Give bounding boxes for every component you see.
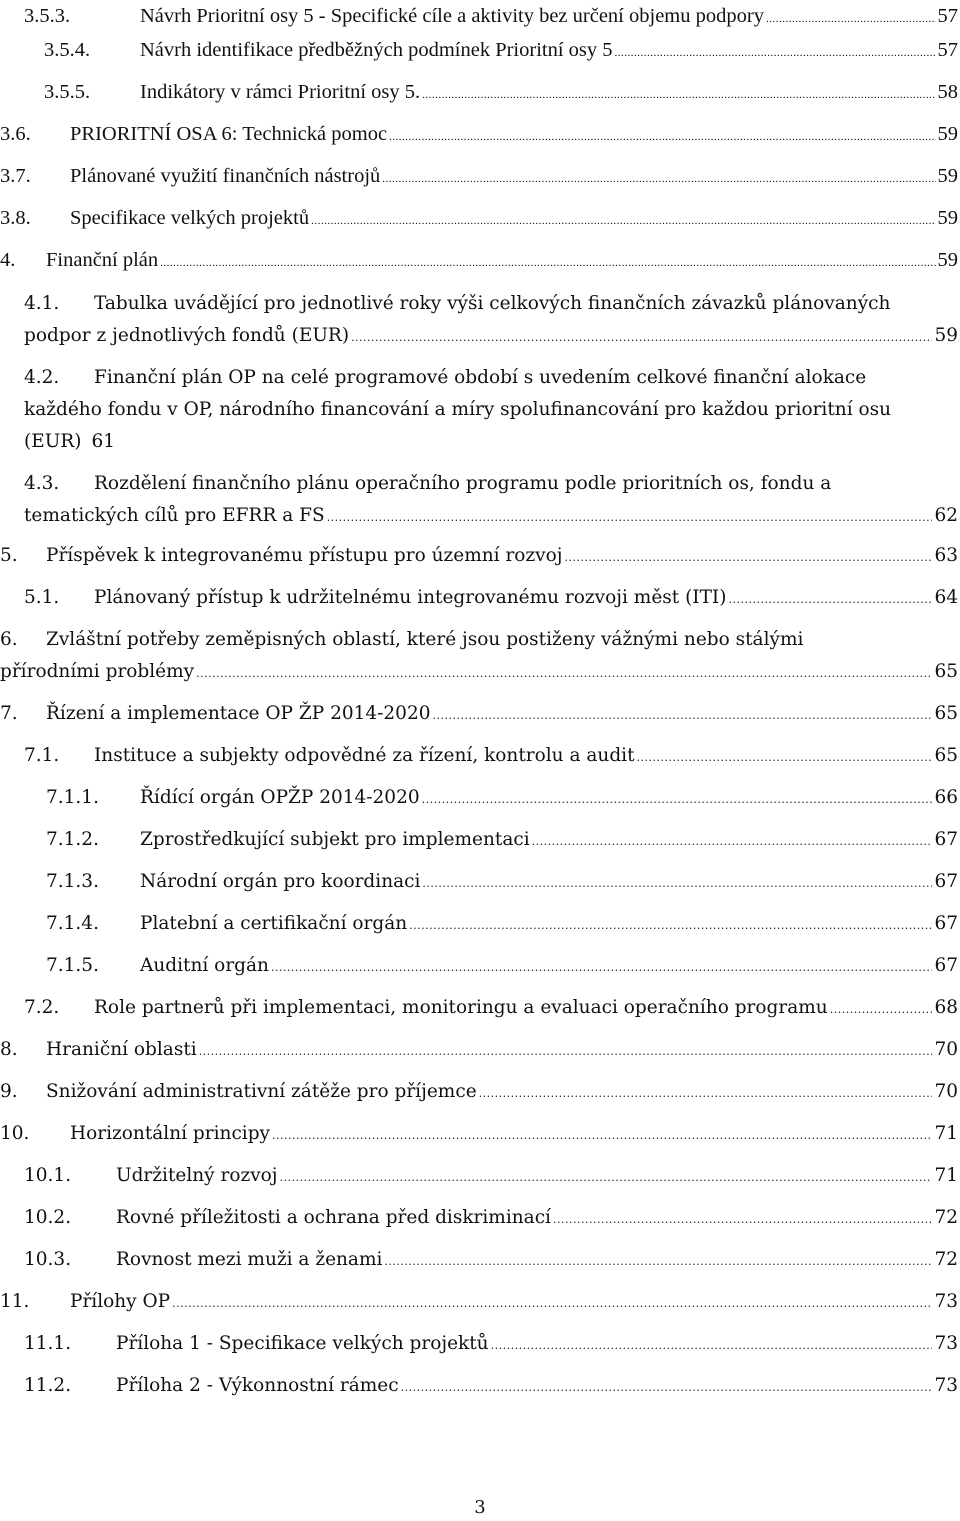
toc-dot-leader	[272, 1120, 932, 1152]
toc-dot-leader	[327, 502, 933, 534]
toc-entry-number: 7.1.5.	[46, 955, 99, 976]
toc-entry-number: 10.2.	[24, 1207, 72, 1228]
page-number: 3	[474, 1497, 486, 1518]
toc-dot-leader	[409, 910, 932, 942]
toc-entry-title: tematických cílů pro EFRR a FS	[24, 505, 325, 526]
toc-entry-page: 73	[934, 1375, 958, 1396]
toc-entry-number: 11.1.	[24, 1333, 72, 1354]
toc-entry-page: 67	[934, 913, 958, 934]
toc-entry-page: 59	[937, 165, 958, 187]
toc-dot-leader	[196, 658, 932, 690]
toc-dot-leader	[384, 1246, 932, 1278]
toc-entry-number: 7.2.	[24, 997, 60, 1018]
toc-entry-line	[0, 288, 958, 320]
toc-entry-number: 4.1.	[24, 293, 60, 314]
toc-entry-title: Národní orgán pro koordinaci	[140, 871, 421, 892]
toc-dot-leader	[422, 868, 932, 900]
toc-entry-page: 72	[934, 1207, 958, 1228]
toc-entry-page: 63	[934, 545, 958, 566]
toc-entry-page: 67	[934, 955, 958, 976]
toc-entry-title: Finanční plán OP na celé programové období s uvedením celkové finanční alokace	[94, 367, 867, 388]
toc-entry-line	[0, 1160, 958, 1192]
toc-entry-title: Příloha 1 - Specifikace velkých projektů	[116, 1333, 489, 1354]
toc-entry-page: 59	[937, 207, 958, 229]
toc-dot-leader	[401, 1372, 933, 1404]
toc-entry-title: Horizontální principy	[70, 1123, 271, 1144]
toc-entry-title: Indikátory v rámci Prioritní osy 5.	[140, 81, 421, 103]
toc-entry-page: 58	[937, 81, 958, 103]
toc-entry-page: 68	[934, 997, 958, 1018]
toc-entry-number: 5.	[0, 545, 18, 566]
toc-entry-line	[0, 1244, 958, 1276]
toc-entry-number: 3.5.5.	[44, 81, 91, 103]
toc-dot-leader	[422, 784, 933, 816]
toc-entry-number: 7.1.2.	[46, 829, 99, 850]
toc-entry-title: Instituce a subjekty odpovědné za řízení, kontrolu a audit	[94, 745, 635, 766]
toc-entry-line	[0, 698, 958, 730]
toc-entry-page: 70	[934, 1039, 958, 1060]
toc-entry-page: 64	[934, 587, 958, 608]
toc-entry-title: Auditní orgán	[140, 955, 269, 976]
toc-entry-title: Řídící orgán OPŽP 2014-2020	[140, 787, 420, 808]
toc-entry-title: Příspěvek k integrovanému přístupu pro územní rozvoj	[46, 545, 563, 566]
toc-entry-number: 4.3.	[24, 473, 60, 494]
toc-entry-title: Rovné příležitosti a ochrana před diskriminací	[116, 1207, 551, 1228]
toc-dot-leader	[271, 952, 933, 984]
toc-entry-line	[0, 740, 958, 772]
toc-entry-number: 11.	[0, 1291, 30, 1312]
toc-entry-title: Platební a certifikační orgán	[140, 913, 408, 934]
toc-entry-title: přírodními problémy	[0, 661, 195, 682]
toc-dot-leader	[422, 79, 935, 111]
toc-entry-line	[0, 160, 958, 192]
toc-dot-leader	[280, 1162, 933, 1194]
toc-dot-leader	[615, 37, 936, 69]
toc-entry-line	[0, 1076, 958, 1108]
toc-entry-number: 4.	[0, 249, 16, 271]
toc-dot-leader	[532, 826, 933, 858]
toc-entry-number: 8.	[0, 1039, 18, 1060]
toc-entry-number: 11.2.	[24, 1375, 72, 1396]
toc-dot-leader	[565, 542, 933, 574]
toc-entry-page: 71	[934, 1123, 958, 1144]
toc-entry-line	[0, 950, 958, 982]
toc-entry-number: 6.	[0, 629, 18, 650]
toc-entry-line	[0, 34, 958, 66]
toc-dot-leader	[432, 700, 932, 732]
toc-entry-title: Návrh Prioritní osy 5 - Specifické cíle a aktivity bez určení objemu podpory	[140, 5, 764, 27]
toc-dot-leader	[830, 994, 933, 1026]
toc-entry-title: Řízení a implementace OP ŽP 2014-2020	[46, 703, 431, 724]
toc-entry-title: podpor z jednotlivých fondů (EUR)	[24, 325, 350, 346]
toc-dot-leader	[389, 121, 935, 153]
toc-entry-number: 3.7.	[0, 165, 31, 187]
toc-entry-title: Plánované využití finančních nástrojů	[70, 165, 381, 187]
toc-entry-title: Zvláštní potřeby zeměpisných oblastí, které jsou postiženy vážnými nebo stálými	[46, 629, 804, 650]
toc-entry-page: 57	[937, 5, 958, 27]
toc-entry-page: 59	[937, 249, 958, 271]
toc-entry-title: Tabulka uvádějící pro jednotlivé roky výši celkových finančních závazků plánovaných	[94, 293, 891, 314]
toc-entry-number: 3.6.	[0, 123, 31, 145]
toc-entry-number: 5.1.	[24, 587, 60, 608]
toc-entry-line	[0, 908, 958, 940]
toc-entry-page: 59	[937, 123, 958, 145]
toc-entry-line	[0, 320, 958, 352]
toc-entry-number: 10.	[0, 1123, 30, 1144]
toc-entry-number: 3.5.4.	[44, 39, 91, 61]
toc-entry-number: 10.1.	[24, 1165, 72, 1186]
toc-entry-title: Specifikace velkých projektů	[70, 207, 310, 229]
toc-entry-page: 70	[934, 1081, 958, 1102]
toc-entry-line	[0, 76, 958, 108]
toc-entry-page: 62	[934, 505, 958, 526]
toc-entry-line	[0, 656, 958, 688]
toc-dot-leader	[382, 163, 935, 195]
toc-entry-line	[0, 866, 958, 898]
toc-entry-number: 9.	[0, 1081, 18, 1102]
toc-entry-line	[0, 1286, 958, 1318]
toc-entry-title: Příloha 2 - Výkonnostní rámec	[116, 1375, 399, 1396]
toc-dot-leader	[637, 742, 933, 774]
toc-entry-title: Role partnerů při implementaci, monitoringu a evaluaci operačního programu	[94, 997, 828, 1018]
toc-entry-line	[0, 244, 958, 276]
toc-entry-title: Hraniční oblasti	[46, 1039, 197, 1060]
toc-entry-line	[0, 202, 958, 234]
toc-dot-leader	[491, 1330, 933, 1362]
toc-entry-number: 3.8.	[0, 207, 31, 229]
toc-entry-page: 57	[937, 39, 958, 61]
toc-entry-title: Návrh identifikace předběžných podmínek Prioritní osy 5	[140, 39, 613, 61]
toc-dot-leader	[199, 1036, 933, 1068]
toc-entry-page: 67	[934, 871, 958, 892]
toc-entry-page: 71	[934, 1165, 958, 1186]
toc-dot-leader	[311, 205, 935, 237]
toc-entry-title: Zprostředkující subjekt pro implementaci	[140, 829, 530, 850]
toc-entry-line	[0, 992, 958, 1024]
toc-entry-line	[0, 1370, 958, 1402]
toc-entry-page: 66	[934, 787, 958, 808]
toc-entry-line	[0, 582, 958, 614]
toc-entry-title: Přílohy OP	[70, 1291, 171, 1312]
toc-entry-title: (EUR)	[24, 431, 82, 452]
toc-entry-title: každého fondu v OP, národního financování a míry spolufinancování pro každou prioritní osu	[24, 399, 892, 420]
toc-entry-number: 7.	[0, 703, 18, 724]
toc-dot-leader	[553, 1204, 932, 1236]
toc-entry-line	[0, 394, 958, 426]
toc-entry-title: Udržitelný rozvoj	[116, 1165, 278, 1186]
toc-entry-line	[0, 782, 958, 814]
toc-entry-page: 59	[934, 325, 958, 346]
toc-dot-leader	[351, 322, 932, 354]
toc-entry-page: 73	[934, 1291, 958, 1312]
toc-dot-leader	[172, 1288, 932, 1320]
toc-entry-line	[0, 500, 958, 532]
toc-entry-page: 65	[934, 703, 958, 724]
toc-entry-page: 65	[934, 745, 958, 766]
toc-entry-number: 7.1.	[24, 745, 60, 766]
toc-entry-line	[0, 468, 958, 500]
toc-entry-number: 7.1.4.	[46, 913, 99, 934]
toc-entry-number: 7.1.1.	[46, 787, 99, 808]
toc-entry-line	[0, 1118, 958, 1150]
toc-entry-page: 65	[934, 661, 958, 682]
toc-entry-number: 7.1.3.	[46, 871, 99, 892]
toc-entry-line	[0, 118, 958, 150]
toc-entry-line	[0, 1202, 958, 1234]
toc-entry-title: Rozdělení finančního plánu operačního programu podle prioritních os, fondu a	[94, 473, 832, 494]
toc-entry-line	[0, 0, 958, 32]
toc-entry-line	[0, 1034, 958, 1066]
toc-entry-page: 67	[934, 829, 958, 850]
toc-entry-title: PRIORITNÍ OSA 6: Technická pomoc	[70, 123, 388, 145]
toc-entry-page: 73	[934, 1333, 958, 1354]
toc-dot-leader	[728, 584, 932, 616]
toc-dot-leader	[160, 247, 935, 279]
toc-dot-leader	[479, 1078, 933, 1110]
toc-entry-line	[0, 540, 958, 572]
toc-entry-line	[0, 824, 958, 856]
toc-entry-title: Rovnost mezi muži a ženami	[116, 1249, 383, 1270]
toc-entry-page: 72	[934, 1249, 958, 1270]
toc-entry-line	[0, 362, 958, 394]
toc-entry-number: 10.3.	[24, 1249, 72, 1270]
toc-dot-leader	[766, 3, 936, 35]
toc-entry-page: 61	[91, 431, 116, 452]
toc-entry-title: Finanční plán	[46, 249, 159, 271]
toc-entry-line	[0, 624, 958, 656]
toc-entry-number: 4.2.	[24, 367, 60, 388]
toc-entry-line	[0, 426, 958, 458]
toc-entry-number: 3.5.3.	[24, 5, 71, 27]
toc-entry-line	[0, 1328, 958, 1360]
toc-entry-title: Plánovaný přístup k udržitelnému integrovanému rozvoji měst (ITI)	[94, 587, 727, 608]
toc-entry-title: Snižování administrativní zátěže pro příjemce	[46, 1081, 477, 1102]
